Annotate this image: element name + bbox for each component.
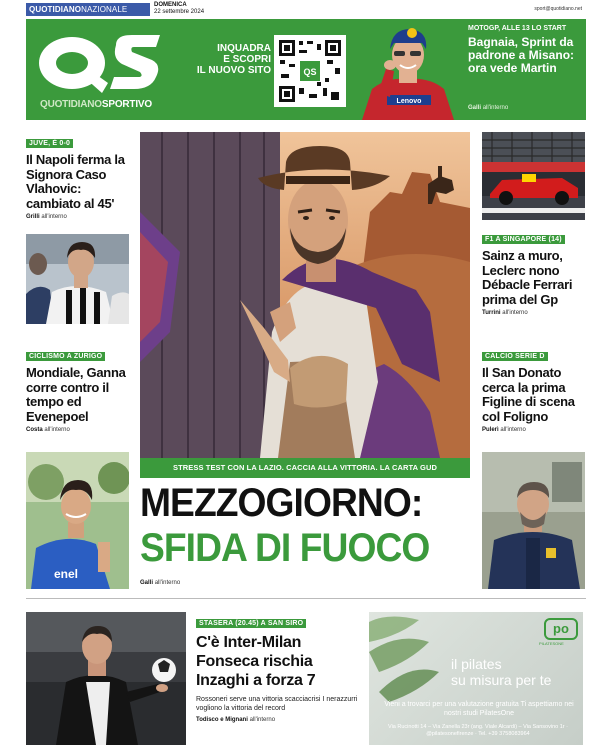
section-tag: CALCIO SERIE D xyxy=(482,352,548,361)
main-byline: Galli all'interno xyxy=(140,580,181,586)
pilates-advertisement[interactable] xyxy=(369,612,583,745)
section-tag: STASERA (20.45) A SAN SIRO xyxy=(196,619,306,628)
moto-byline: Galli all'interno xyxy=(468,105,509,111)
qs-logo[interactable] xyxy=(36,27,166,97)
article-headline[interactable]: Sainz a muro, Leclerc nono Débacle Ferrari prima del Gp xyxy=(482,248,573,307)
pilatesone-logo: po xyxy=(544,618,578,640)
pilatesone-logo-text: PILATESONE xyxy=(539,641,564,646)
logo-subtitle: QUOTIDIANOSPORTIVO xyxy=(40,99,152,110)
svg-text:enel: enel xyxy=(54,567,79,581)
left-article-ganna[interactable] xyxy=(26,345,129,433)
moto-headline[interactable]: Bagnaia, Sprint da padrone a Misano: ora vede Martin xyxy=(468,35,575,75)
cover-strapline: STRESS TEST CON LA LAZIO. CACCIA ALLA VITTORIA. LA CARTA GUD xyxy=(140,458,470,478)
article-headline[interactable]: Il San Donato cerca la prima Figline di scena col Foligno xyxy=(482,365,575,424)
right-article-ferrari[interactable] xyxy=(482,228,585,316)
masthead xyxy=(26,0,586,120)
ad-address: Via Rucinotti 14 – Via Zanella 23r (ang. Viale Alcardi) – Via Sansovino 1r · @pilatesonefirenze · Tel. +39 3758083964 xyxy=(388,724,568,737)
inter-milan-article[interactable] xyxy=(196,612,361,723)
promo-text: INQUADRA E SCOPRI IL NUOVO SITO xyxy=(196,43,271,76)
issue-date: DOMENICA 22 settembre 2024 xyxy=(154,2,205,15)
section-divider xyxy=(26,598,586,599)
cover-photo xyxy=(140,132,470,458)
article-byline: Costa all'interno xyxy=(26,427,70,433)
article-headline[interactable]: Mondiale, Ganna corre contro il tempo ed Evenepoel xyxy=(26,365,126,424)
article-byline: Turrini all'interno xyxy=(482,310,528,316)
ad-title: il pilates xyxy=(451,656,502,672)
article-headline[interactable]: Il Napoli ferma la Signora Caso Vlahovic: cambiato al 45' xyxy=(26,152,125,211)
masthead-band xyxy=(26,19,586,120)
ganna-photo xyxy=(26,452,129,589)
section-tag: F1 A SINGAPORE (14) xyxy=(482,235,565,244)
article-headline[interactable]: C'è Inter-Milan Fonseca rischia Inzaghi a forza 7 xyxy=(196,634,316,689)
right-article-sandonato[interactable] xyxy=(482,345,585,433)
moto-section-tag: MOTOGP, ALLE 13 LO START xyxy=(468,25,567,32)
ad-subtitle: su misura per te xyxy=(451,672,552,688)
section-tag: CICLISMO A ZURIGO xyxy=(26,352,105,361)
rider-photo xyxy=(352,19,462,120)
fonseca-photo xyxy=(26,612,186,745)
left-article-juve[interactable] xyxy=(26,132,129,220)
network-badge[interactable]: QUOTIDIANONAZIONALE xyxy=(26,3,150,16)
coach-photo xyxy=(482,452,585,589)
article-byline: Todisco e Mignani all'interno xyxy=(196,717,276,723)
contact-email[interactable]: sport@quotidiano.net xyxy=(534,6,582,12)
main-headline-line2[interactable]: SFIDA DI FUOCO xyxy=(140,526,430,570)
section-tag: JUVE, È 0-0 xyxy=(26,139,73,148)
main-headline-line1[interactable]: MEZZOGIORNO: xyxy=(140,481,423,525)
ad-body: Vieni a trovarci per una valutazione gratuita Ti aspettiamo nei nostri studi PilatesOne xyxy=(384,701,574,717)
article-byline: Pulerì all'interno xyxy=(482,427,526,433)
qr-code[interactable] xyxy=(274,35,346,107)
vlahovic-photo xyxy=(26,234,129,324)
masthead-top-bar xyxy=(26,0,586,19)
svg-text:Lenovo: Lenovo xyxy=(396,98,422,105)
article-summary: Rossoneri serve una vittoria scacciacrisi I nerazzurri vogliono la vittoria del record xyxy=(196,696,358,712)
qr-center-logo: QS xyxy=(303,67,317,77)
article-byline: Grilli all'interno xyxy=(26,214,67,220)
ferrari-crash-photo xyxy=(482,132,585,220)
